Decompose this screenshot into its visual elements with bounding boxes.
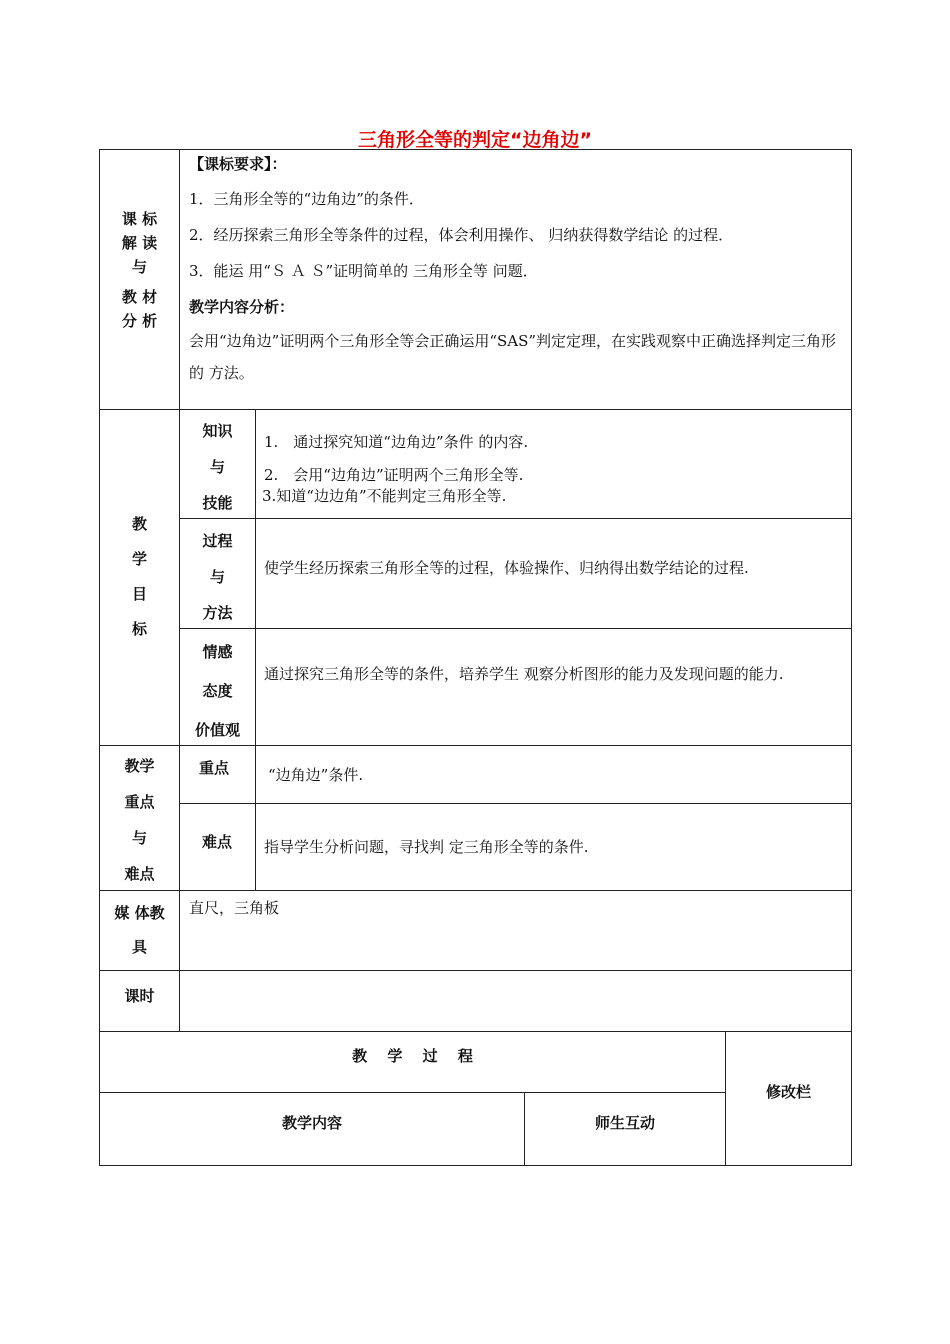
knowledge-label-line: 知识 bbox=[202, 422, 233, 440]
process-text: 使学生经历探索三角形全等的过程，体验操作、归纳得出数学结论的过程. bbox=[264, 559, 749, 577]
goals-header-line: 教 bbox=[131, 515, 147, 533]
standards-header-line: 解 读 bbox=[121, 234, 158, 252]
media-text: 直尺，三角板 bbox=[189, 899, 280, 917]
standards-header-line: 与 bbox=[131, 258, 147, 276]
media-col-divider bbox=[179, 890, 180, 971]
section-standards-divider bbox=[179, 149, 180, 410]
knowledge-item: 2. 会用“边角边”证明两个三角形全等. bbox=[264, 466, 524, 484]
difficult-point-label: 难点 bbox=[201, 833, 232, 851]
goals-header-line: 目 bbox=[131, 585, 147, 603]
goals-col-divider-2 bbox=[255, 409, 256, 746]
section-hours bbox=[99, 970, 852, 1032]
media-header-line: 具 bbox=[131, 938, 147, 956]
content-column-header: 教学内容 bbox=[281, 1114, 342, 1132]
process-label-line: 与 bbox=[209, 568, 225, 586]
standards-header-line: 课 标 bbox=[121, 210, 158, 228]
process-table-title: 教 学 过 程 bbox=[352, 1047, 473, 1065]
goals-row-divider-2 bbox=[179, 628, 852, 629]
focus-header-line: 与 bbox=[131, 829, 147, 847]
requirement-item: 1．三角形全等的“边角边”的条件． bbox=[189, 190, 424, 208]
focus-header-line: 重点 bbox=[124, 793, 155, 811]
analysis-heading: 教学内容分析： bbox=[189, 298, 295, 316]
process-label-line: 方法 bbox=[202, 604, 233, 622]
requirement-item: 3．能运 用“Ｓ Ａ Ｓ”证明简单的 三角形全等 问题． bbox=[189, 262, 538, 280]
process-label-line: 过程 bbox=[202, 532, 233, 550]
standards-header-line: 分 析 bbox=[121, 312, 158, 330]
emotion-label-line: 态度 bbox=[202, 682, 233, 700]
difficult-point-text: 指导学生分析问题，寻找判 定三角形全等的条件. bbox=[264, 838, 589, 856]
knowledge-item: 3.知道“边边角”不能判定三角形全等. bbox=[262, 487, 507, 505]
emotion-text: 通过探究三角形全等的条件，培养学生 观察分析图形的能力及发现问题的能力. bbox=[264, 665, 784, 683]
focus-header bbox=[100, 748, 179, 892]
key-point-text: “边角边”条件. bbox=[268, 766, 364, 784]
knowledge-label-line: 技能 bbox=[202, 494, 233, 512]
interaction-column-header: 师生互动 bbox=[594, 1114, 655, 1132]
requirement-item: 2．经历探索三角形全等条件的过程，体会利用操作、 归纳获得数学结论 的过程． bbox=[189, 226, 734, 244]
knowledge-label bbox=[180, 413, 255, 521]
focus-header-line: 教学 bbox=[124, 757, 155, 775]
goals-header-line: 标 bbox=[131, 620, 147, 638]
emotion-label bbox=[180, 633, 255, 750]
emotion-label-line: 价值观 bbox=[194, 721, 240, 739]
key-point-label: 重点 bbox=[198, 759, 229, 777]
media-header-line: 媒 体教 bbox=[114, 904, 165, 922]
focus-col-divider-2 bbox=[255, 745, 256, 891]
knowledge-item: 1. 通过探究知道“边角边”条件 的内容. bbox=[264, 433, 529, 451]
standards-header-line: 教 材 bbox=[121, 288, 158, 306]
knowledge-label-line: 与 bbox=[209, 458, 225, 476]
process-label bbox=[180, 523, 255, 631]
hours-label: 课时 bbox=[124, 987, 155, 1005]
goals-row-divider-1 bbox=[179, 518, 852, 519]
analysis-text: 会用“边角边”证明两个三角形全等会正确运用“SAS”判定定理，在实践观察中正确选择判定三角形的 方法。 bbox=[189, 332, 837, 382]
hours-col-divider bbox=[179, 970, 180, 1032]
media-header bbox=[100, 896, 179, 964]
process-row-divider bbox=[99, 1092, 726, 1093]
emotion-label-line: 情感 bbox=[202, 643, 233, 661]
focus-row-divider bbox=[179, 803, 852, 804]
focus-header-line: 难点 bbox=[124, 865, 155, 883]
standards-header bbox=[100, 207, 179, 333]
goals-header-line: 学 bbox=[131, 550, 147, 568]
revision-column-header: 修改栏 bbox=[765, 1083, 811, 1101]
requirements-heading: 【课标要求】： bbox=[189, 155, 287, 173]
page-title: 三角形全等的判定“边角边” bbox=[358, 129, 592, 151]
goals-header bbox=[100, 507, 179, 647]
